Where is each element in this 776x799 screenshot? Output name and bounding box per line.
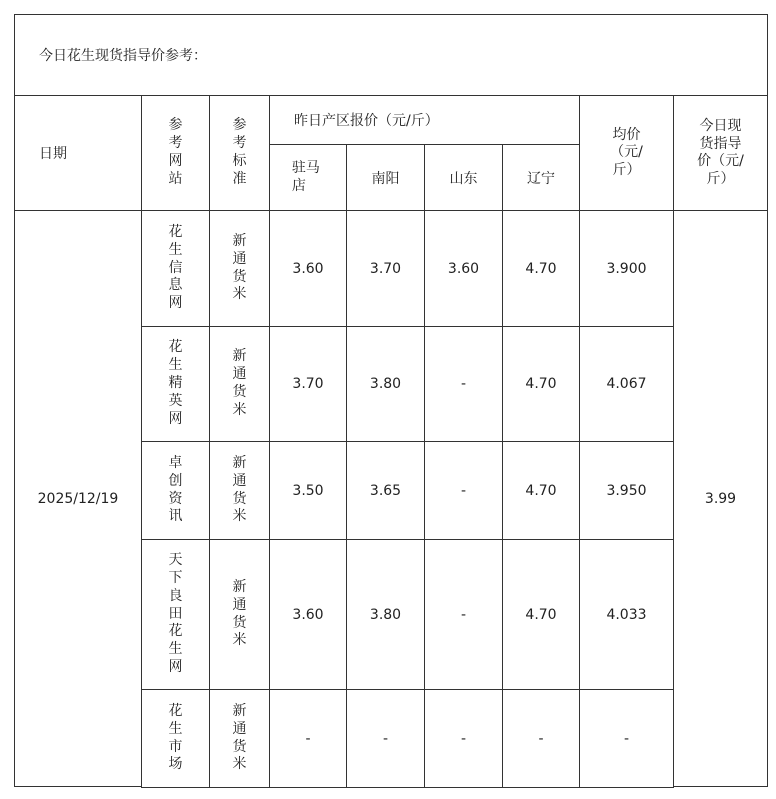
avg-cell-text: - bbox=[623, 730, 630, 747]
site-cell bbox=[141, 539, 210, 690]
site-cell-text: 花生市场 bbox=[168, 702, 183, 773]
header-avg: 均价（元/斤） bbox=[579, 95, 674, 211]
standard-cell bbox=[209, 210, 270, 327]
price-nanyang-cell-text: 3.65 bbox=[369, 482, 402, 499]
header-region-nanyang: 南阳 bbox=[346, 144, 425, 211]
avg-cell bbox=[579, 210, 674, 327]
site-cell bbox=[141, 441, 210, 540]
price-shandong-cell-text: - bbox=[460, 730, 467, 747]
price-shandong-cell bbox=[424, 539, 503, 690]
guide-price-cell: 3.99 bbox=[673, 210, 768, 787]
site-cell-text: 花生精英网 bbox=[168, 339, 183, 427]
price-zhumadian-cell-text: 3.60 bbox=[292, 606, 324, 623]
price-nanyang-cell bbox=[346, 689, 425, 788]
standard-cell-text: 新通货米 bbox=[232, 348, 247, 418]
avg-cell-text: 3.950 bbox=[606, 482, 647, 499]
price-liaoning-cell-text: 4.70 bbox=[525, 260, 557, 277]
price-zhumadian-cell bbox=[269, 210, 347, 327]
site-cell bbox=[141, 326, 210, 442]
price-nanyang-cell-text: 3.80 bbox=[369, 606, 402, 623]
price-nanyang-cell-text: 3.70 bbox=[369, 260, 402, 277]
price-liaoning-cell bbox=[502, 689, 580, 788]
price-shandong-cell-text: 3.60 bbox=[447, 260, 480, 277]
site-cell-text: 花生信息网 bbox=[168, 223, 183, 312]
price-nanyang-cell bbox=[346, 441, 425, 540]
avg-cell bbox=[579, 326, 674, 442]
price-zhumadian-cell bbox=[269, 326, 347, 442]
price-zhumadian-cell bbox=[269, 689, 347, 788]
header-standard: 参考标准 bbox=[209, 95, 270, 211]
price-shandong-cell-text: - bbox=[460, 482, 467, 499]
price-shandong-cell bbox=[424, 689, 503, 788]
site-cell-text: 天下良田花生网 bbox=[168, 551, 183, 676]
site-cell-text: 卓创资讯 bbox=[168, 454, 183, 525]
header-date: 日期 bbox=[14, 95, 142, 211]
standard-cell-text: 新通货米 bbox=[232, 454, 247, 525]
standard-cell bbox=[209, 539, 270, 690]
standard-cell bbox=[209, 441, 270, 540]
avg-cell bbox=[579, 689, 674, 788]
standard-cell-text: 新通货米 bbox=[232, 232, 247, 303]
standard-cell-text: 新通货米 bbox=[232, 702, 247, 773]
avg-cell bbox=[579, 441, 674, 540]
avg-cell-text: 4.067 bbox=[606, 376, 647, 392]
caption-cell bbox=[14, 14, 768, 96]
price-document bbox=[14, 14, 768, 787]
price-nanyang-cell bbox=[346, 326, 425, 442]
avg-cell-text: 4.033 bbox=[606, 606, 647, 623]
price-shandong-cell bbox=[424, 210, 503, 327]
price-shandong-cell-text: - bbox=[460, 376, 467, 392]
header-region-zhumadian: 驻马店 bbox=[269, 144, 347, 211]
price-zhumadian-cell-text: 3.50 bbox=[292, 482, 324, 499]
header-site: 参考网站 bbox=[141, 95, 210, 211]
price-zhumadian-cell-text: 3.60 bbox=[292, 260, 324, 277]
price-zhumadian-cell bbox=[269, 539, 347, 690]
price-zhumadian-cell-text: 3.70 bbox=[292, 376, 324, 392]
header-region-shandong: 山东 bbox=[424, 144, 503, 211]
header-region-group: 昨日产区报价（元/斤） bbox=[269, 95, 580, 145]
price-liaoning-cell bbox=[502, 326, 580, 442]
price-liaoning-cell-text: 4.70 bbox=[525, 606, 557, 623]
site-cell bbox=[141, 689, 210, 788]
price-liaoning-cell-text: - bbox=[538, 730, 544, 747]
price-shandong-cell bbox=[424, 326, 503, 442]
price-nanyang-cell-text: 3.80 bbox=[369, 376, 402, 392]
price-shandong-cell-text: - bbox=[460, 606, 467, 623]
date-cell: 2025/12/19 bbox=[14, 210, 142, 787]
price-zhumadian-cell-text: - bbox=[305, 730, 311, 747]
price-nanyang-cell-text: - bbox=[382, 730, 389, 747]
site-cell bbox=[141, 210, 210, 327]
caption-text: 今日花生现货指导价参考： bbox=[39, 48, 207, 64]
standard-cell-text: 新通货米 bbox=[232, 578, 247, 649]
header-guide: 今日现货指导价（元/斤） bbox=[673, 95, 768, 211]
price-nanyang-cell bbox=[346, 539, 425, 690]
price-nanyang-cell bbox=[346, 210, 425, 327]
price-liaoning-cell-text: 4.70 bbox=[525, 482, 557, 499]
price-liaoning-cell-text: 4.70 bbox=[525, 376, 557, 392]
price-liaoning-cell bbox=[502, 539, 580, 690]
price-zhumadian-cell bbox=[269, 441, 347, 540]
standard-cell bbox=[209, 689, 270, 788]
price-shandong-cell bbox=[424, 441, 503, 540]
price-liaoning-cell bbox=[502, 441, 580, 540]
avg-cell-text: 3.900 bbox=[606, 260, 647, 277]
price-liaoning-cell bbox=[502, 210, 580, 327]
avg-cell bbox=[579, 539, 674, 690]
header-region-liaoning: 辽宁 bbox=[502, 144, 580, 211]
standard-cell bbox=[209, 326, 270, 442]
